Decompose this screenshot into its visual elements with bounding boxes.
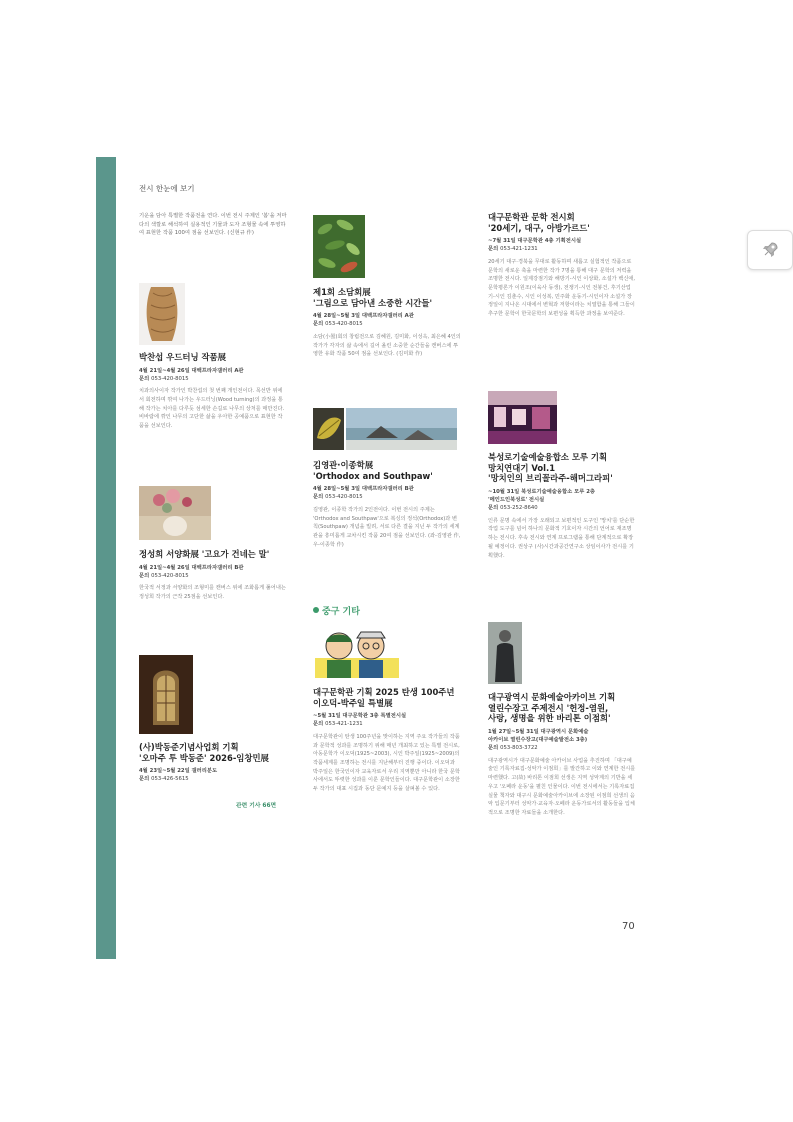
event-title-line2: '오마주 투 박동준' 2026-임창민展: [139, 752, 269, 763]
related-article-link[interactable]: 관련 기사 66면: [236, 803, 277, 809]
event-date: 4월 21일~4월 26일 대백프라자갤러리 A관: [139, 367, 244, 374]
event-date-line2: '메인드인북성로' 전시실: [488, 496, 545, 503]
event-title-line3: 사랑, 생명을 위한 바리톤 이점희': [488, 713, 611, 723]
page-number: 70: [622, 921, 635, 932]
event-body: 김영관, 이종학 작가의 2인전이다. 이번 전시의 주제는 'Orthodox and Southpaw'으로 복싱의 정석(Orthodox)과 변칙(Southpaw) 개념을 빌려, 서로 다른 결을 지닌 두 작가의 세계관을 흥미롭게 교차시킨 작품 20여 점을 선보인다. (좌-김영관 作, 우-이종학 作): [313, 506, 461, 548]
phone-label: 문의: [313, 494, 324, 501]
col1-intro: 기운을 담아 특별한 작품전을 연다. 이번 전시 주제인 '봄'을 저마다의 색깔로 해석하여 실용적인 기물과 도자 조형물 속에 투영하여 표현한 작품 100여 점을 선보인다. (신현규 作): [139, 213, 287, 237]
phone-label: 문의: [139, 572, 150, 579]
event-body: 20세기 대구·경북을 무대로 활동하며 새롭고 실험적인 작품으로 문학의 새로운 축을 마련한 작가 7명을 통해 대구 문학의 저력을 조명한 전시다. 일제강점기와 해방기-시인 이상화, 소설가 백신애, 문학평론가 이원조(이육사 동생), 전쟁기-시인 전봉건, 후기산업기-시인 김춘수, 시인 이성복, 민주화 운동기-시인이자 소설가 장정일이 지나온 시대에서 변혁과 저항이라는 치열함을 통해 그들이 추구한 문학이 한국문학의 보편성을 획득한 과정을 보여준다.: [488, 258, 636, 318]
rocket-icon: [760, 240, 780, 260]
category-label: 중구 기타: [322, 607, 360, 617]
col1-event3: [139, 742, 287, 784]
exhibition-hall-image: [488, 391, 557, 444]
event-title-line2: 'Orthodox and Southpaw': [313, 470, 433, 481]
section-title: 전시 한눈에 보기: [139, 184, 195, 193]
col1-event2: [139, 549, 287, 602]
event-date: ~5월 31일 대구문학관 3층 특별전시실: [313, 713, 407, 719]
side-color-band: [96, 157, 116, 959]
event-phone: 053-420-8015: [151, 375, 189, 382]
phone-label: 문의: [139, 375, 150, 382]
event-title-line2: 열린수장고 주제전시 '헌정-염원,: [488, 702, 609, 713]
event-date: 4월 23일~5월 22일 갤러리분도: [139, 768, 218, 774]
event-date: 4월 28일~5월 3일 대백프라자갤러리 A관: [313, 313, 414, 319]
event-phone: 053-420-8015: [325, 321, 363, 328]
leaves-painting-image: [313, 215, 365, 278]
event-title: 정성희 서양화展 '고요가 건네는 말': [139, 549, 270, 559]
event-phone: 053-421-1231: [325, 721, 363, 728]
event-body: 소담(小曇)회의 창립전으로 김혜원, 김미화, 이성옥, 최은혜 4인의 작가가 각자의 삶 속에서 길어 올린 소중한 순간들을 캔버스에 투영한 유화 작품 50여 점을 선보인다. (김미화 作): [313, 333, 461, 358]
event-body: 대구문학관이 탄생 100주년을 맞이하는 지역 주요 작가들의 작품과 문학적 성과를 조명하기 위해 매년 개최하고 있는 특별 전시로, 아동문학가 이오덕(1925~2003), 시인 박주일(1925~2009)의 작품세계를 조명하는 전시를 지난해부터 진행 중이다. 이오덕과 박주일은 한국인이자 교육자로서 우리 지역뿐만 아니라 한국 문학사에서도 뚜렷한 성과를 이룬 문학인들이다. 대구문학관이 소장한 두 작가의 대표 시집과 동단 문예지 등을 살펴볼 수 있다.: [313, 733, 460, 793]
phone-label: 문의: [488, 246, 499, 253]
col3-event1: [488, 212, 636, 319]
event-title-line1: 대구문학관 문학 전시회: [488, 212, 575, 222]
event-phone: 053-420-8015: [325, 494, 363, 501]
event-title-line2: '그림으로 담아낸 소중한 시간들': [313, 297, 433, 308]
arched-window-image: [139, 655, 193, 734]
leaf-painting-image: [313, 408, 344, 450]
phone-label: 문의: [313, 721, 324, 728]
event-body: 인류 문명 속에서 가장 오래되고 보편적인 도구인 '망치'를 단순한 작업 도구를 넘어 하나의 문화적 기호이자 시간의 언어로 재조명하는 전시다. 후속 전시와 연계 프로그램을 통해 단계적으로 확장될 예정이다. 권상구 (사)시간과공간연구소 상임이사가 전시를 기획했다.: [488, 517, 635, 559]
event-phone: 053-252-8640: [500, 505, 538, 512]
event-phone: 053-420-8015: [151, 572, 189, 579]
phone-label: 문의: [488, 745, 499, 752]
event-date: 4월 28일~5월 3일 대백프라자갤러리 B관: [313, 486, 414, 492]
event-date-line2: 아카이브 열린수장고(대구예술발전소 3층): [488, 736, 588, 743]
wood-vase-image: [139, 283, 185, 345]
col3-event2: [488, 452, 636, 560]
category-heading: [313, 604, 360, 617]
col2-event1: [313, 287, 461, 359]
floating-action-button[interactable]: [747, 230, 793, 270]
col1-event1: [139, 352, 287, 431]
event-title: 박찬섭 우드터닝 작품展: [139, 352, 227, 362]
still-life-painting-image: [139, 486, 211, 540]
event-date-line1: 1월 27일~5월 31일 대구광역시 문화예술: [488, 728, 589, 735]
event-title-line1: 김영관·이종학展: [313, 460, 374, 470]
seascape-painting-image: [346, 408, 457, 450]
event-date-line1: ~10월 31일 북성로기술예술융합소 모루 2층: [488, 488, 595, 495]
event-title-line2: '20세기, 대구, 아방가르드': [488, 222, 590, 233]
event-title-line1: (사)박동준기념사업회 기획: [139, 742, 239, 752]
phone-label: 문의: [313, 321, 324, 328]
event-title-line2: 망치연대기 Vol.1: [488, 462, 556, 473]
event-date: ~7월 31일 대구문학관 4층 기획전시실: [488, 238, 582, 244]
event-phone: 053-421-1231: [500, 246, 538, 253]
event-body: 대구광역시가 대구문화예술 아카이브 사업을 추진하며 「대구예술인 기록자료집-성악가 이점희」를 발간하고 이와 연계한 전시를 마련했다. 고(故) 바리톤 이점희 선생은 지역 성악계의 기반을 세우고 '오페라 운동'을 펼친 인물이다. 이번 전시에서는 기록자료집 실물 책자와 대구시 문화예술아카이브에 소장된 이점희 선생의 음악 입문기부터 성악가·교육자·오페라 운동가로서의 활동들을 입체적으로 조명한 자료들을 소개한다.: [488, 757, 636, 816]
phone-label: 문의: [488, 505, 499, 512]
event-date: 4월 21일~4월 26일 대백프라자갤러리 B관: [139, 564, 244, 571]
event-phone: 053-426-5615: [151, 776, 189, 783]
col2-event2: [313, 460, 461, 549]
col2-event3: [313, 687, 461, 794]
col3-event3: [488, 692, 636, 818]
event-title-line1: 대구문학관 기획 2025 탄생 100주년: [313, 687, 455, 697]
event-title-line1: 대구광역시 문화예술아카이브 기획: [488, 692, 616, 702]
event-title-line3: '망치인의 브리꼴라주-해머그라피': [488, 473, 613, 483]
phone-label: 문의: [139, 776, 150, 783]
event-title-line1: 제1회 소담회展: [313, 287, 371, 297]
baritone-portrait-image: [488, 622, 522, 684]
event-title-line2: 이오덕-박주일 특별展: [313, 697, 393, 708]
bullet-icon: [313, 607, 319, 613]
event-phone: 053-803-3722: [500, 745, 538, 752]
event-title-line1: 북성로기술예술융합소 모루 기획: [488, 452, 608, 462]
event-body: 한국적 서정과 서양화의 조형미를 캔버스 위에 조화롭게 풀어내는 정성희 작가의 근작 25점을 선보인다.: [139, 585, 286, 601]
illustrated-authors-image: [313, 624, 401, 678]
event-body: 치과의사이자 작가인 박찬섭의 첫 번째 개인전이다. 목선반 위에서 회전하며 깎여 나가는 우드터닝(Wood turning)의 과정을 통해 작가는 치아를 다루듯 섬세한 손길로 나무의 상처를 매만진다. 비바람에 깎인 나무의 고단한 삶을 우아한 공예품으로 표현한 작품을 선보인다.: [139, 388, 285, 430]
